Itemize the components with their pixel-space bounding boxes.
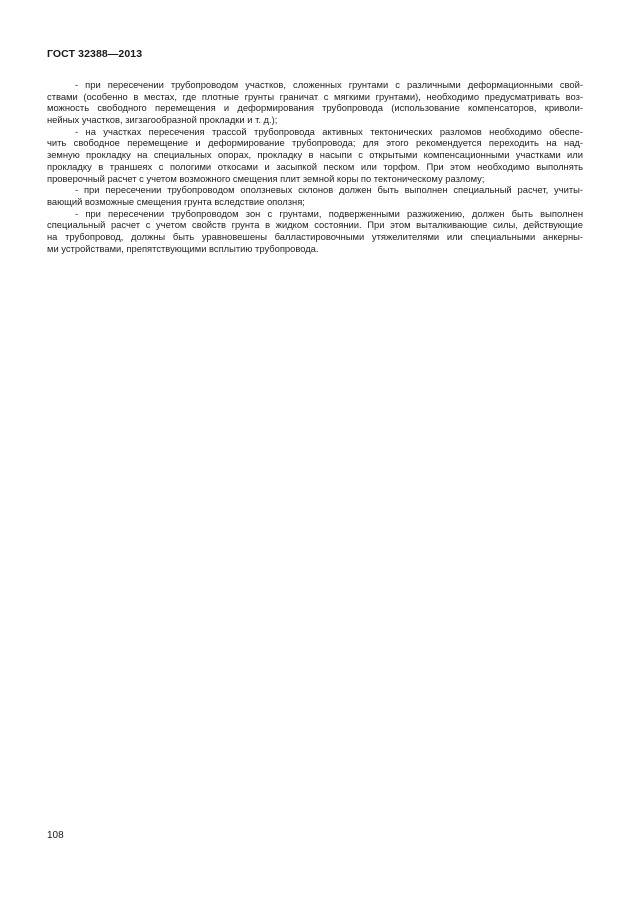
- paragraph-compensators: [47, 79, 583, 126]
- text-line: ствами (особенно в местах, где плотные грунты граничат с мягкими грунтами), необходимо предусматривать воз-: [47, 90, 583, 102]
- text-line: прокладку в траншеях с пологими откосами и засыпкой песком или торфом. При этом необходимо выполнять: [47, 160, 583, 172]
- text-line: нейных участков, зигзагообразной прокладки и т. д.);: [47, 114, 278, 126]
- text-line: специальный расчет с учетом свойств грунта в жидком состоянии. При этом выталкивающие силы, действующие: [47, 219, 583, 231]
- text-line: проверочный расчет с учетом возможного смещения плит земной коры по тектоническому разлому;: [47, 172, 485, 184]
- document-body: [47, 79, 583, 254]
- text-line: - при пересечении трубопроводом оползневых склонов должен быть выполнен специальный расчет, учиты-: [75, 184, 583, 196]
- text-line: - при пересечении трубопроводом участков, сложенных грунтами с различными деформационными свой-: [75, 79, 583, 90]
- document-header: ГОСТ 32388—2013: [47, 48, 143, 60]
- text-line: на трубопровод, должны быть уравновешены балластировочными утяжелителями или специальными анкерны-: [47, 230, 583, 242]
- paragraph-liquefaction-zones: [47, 208, 583, 255]
- text-line: ми устройствами, препятствующими всплытию трубопровода.: [47, 242, 319, 254]
- paragraph-landslide-slopes: [47, 184, 583, 207]
- text-line: земную прокладку на специальных опорах, прокладку в насыпи с открытыми компенсационными участками или: [47, 149, 583, 161]
- text-line: можность свободного перемещения и деформирования трубопровода (использование компенсаторов, криволи-: [47, 102, 583, 114]
- text-line: вающий возможные смещения грунта вследствие оползня;: [47, 195, 305, 207]
- text-line: чить свободное перемещение и деформирование трубопровода; для этого рекомендуется переходить на над-: [47, 137, 583, 149]
- paragraph-tectonic-faults: [47, 126, 583, 184]
- text-line: - на участках пересечения трассой трубопровода активных тектонических разломов необходимо обеспе-: [75, 125, 583, 137]
- text-line: - при пересечении трубопроводом зон с грунтами, подверженными разжижению, должен быть выполнен: [75, 207, 583, 219]
- page-number: 108: [47, 830, 64, 841]
